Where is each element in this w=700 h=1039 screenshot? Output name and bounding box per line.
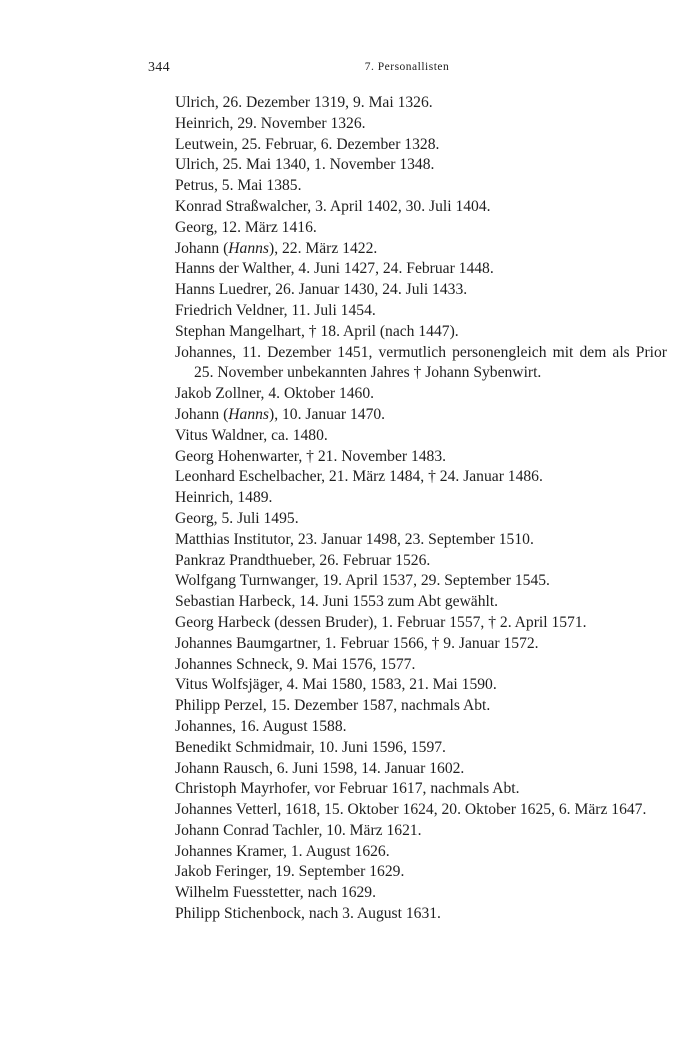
entry-text: Philipp Perzel, 15. Dezember 1587, nachmals Abt.	[175, 697, 491, 715]
list-item	[175, 509, 667, 530]
entry-text: Johann (	[175, 239, 229, 257]
entry-text: Johann (	[175, 405, 229, 423]
entry-text: Johannes Baumgartner, 1. Februar 1566, † 9. Januar 1572.	[175, 634, 539, 652]
list-item	[175, 883, 667, 904]
entry-text: Philipp Stichenbock, nach 3. August 1631.	[175, 905, 441, 923]
entry-text: Georg Harbeck (dessen Bruder), 1. Februar 1557, † 2. April 1571.	[175, 613, 587, 631]
list-item	[175, 426, 667, 447]
list-item	[175, 779, 667, 800]
list-item	[175, 675, 667, 696]
list-item	[175, 155, 667, 176]
entry-text: Friedrich Veldner, 11. Juli 1454.	[175, 301, 376, 319]
entry-text: Johann Conrad Tachler, 10. März 1621.	[175, 821, 422, 839]
entry-text: Pankraz Prandthueber, 26. Februar 1526.	[175, 551, 431, 569]
entry-text: Georg, 5. Juli 1495.	[175, 509, 299, 527]
page-number: 344	[148, 60, 170, 75]
entry-text: Wilhelm Fuesstetter, nach 1629.	[175, 884, 376, 902]
list-item	[175, 301, 667, 322]
list-item	[175, 176, 667, 197]
entry-text: ), 10. Januar 1470.	[269, 405, 386, 423]
entry-text: Vitus Waldner, ca. 1480.	[175, 426, 328, 444]
entry-text: Christoph Mayrhofer, vor Februar 1617, nachmals Abt.	[175, 780, 520, 798]
entry-text: Johannes, 11. Dezember 1451, vermutlich personengleich mit dem als Prior 25. November unbekannten Jahres † Johann Sybenwirt.	[175, 343, 667, 382]
entry-text: Matthias Institutor, 23. Januar 1498, 23. September 1510.	[175, 530, 534, 548]
entry-text: Georg, 12. März 1416.	[175, 218, 317, 236]
list-item	[175, 696, 667, 717]
list-item	[175, 530, 667, 551]
list-item	[175, 842, 667, 863]
list-item	[175, 551, 667, 572]
entry-text: ), 22. März 1422.	[269, 239, 378, 257]
list-item	[175, 634, 667, 655]
entry-text: Johann Rausch, 6. Juni 1598, 14. Januar 1602.	[175, 759, 465, 777]
list-item	[175, 904, 667, 925]
entry-text: Petrus, 5. Mai 1385.	[175, 177, 302, 195]
entry-text: Hanns der Walther, 4. Juni 1427, 24. Februar 1448.	[175, 260, 494, 278]
entry-text: Ulrich, 26. Dezember 1319, 9. Mai 1326.	[175, 94, 433, 111]
list-item	[175, 239, 667, 260]
personnel-list	[175, 93, 667, 925]
entry-text: Georg Hohenwarter, † 21. November 1483.	[175, 447, 447, 465]
entry-text: Benedikt Schmidmair, 10. Juni 1596, 1597.	[175, 738, 446, 756]
list-item	[175, 571, 667, 592]
list-item	[175, 488, 667, 509]
entry-text: Leutwein, 25. Februar, 6. Dezember 1328.	[175, 135, 440, 153]
list-item	[175, 114, 667, 135]
list-item	[175, 821, 667, 842]
entry-text: Vitus Wolfsjäger, 4. Mai 1580, 1583, 21. Mai 1590.	[175, 676, 497, 694]
entry-text: Johannes Kramer, 1. August 1626.	[175, 842, 390, 860]
entry-text: Jakob Zollner, 4. Oktober 1460.	[175, 385, 375, 403]
running-head: 7. Personallisten	[364, 61, 450, 73]
entry-text: Johannes, 16. August 1588.	[175, 717, 347, 735]
list-item	[175, 862, 667, 883]
list-item	[175, 717, 667, 738]
list-item	[175, 93, 667, 114]
list-item	[175, 405, 667, 426]
list-item	[175, 197, 667, 218]
entry-text: Johannes Schneck, 9. Mai 1576, 1577.	[175, 655, 416, 673]
list-item	[175, 800, 667, 821]
entry-text: Stephan Mangelhart, † 18. April (nach 1447).	[175, 322, 459, 340]
entry-text: Jakob Feringer, 19. September 1629.	[175, 863, 405, 881]
entry-text: Sebastian Harbeck, 14. Juni 1553 zum Abt gewählt.	[175, 593, 499, 611]
entry-alias: Hanns	[228, 239, 270, 257]
entry-alias: Hanns	[228, 405, 270, 423]
list-item	[175, 613, 667, 634]
list-item	[175, 135, 667, 156]
entry-text: Heinrich, 1489.	[175, 489, 273, 507]
list-item	[175, 467, 667, 488]
list-item	[175, 322, 667, 343]
list-item	[175, 759, 667, 780]
list-item	[175, 384, 667, 405]
page-header	[148, 60, 666, 80]
list-item	[175, 218, 667, 239]
entry-text: Konrad Straßwalcher, 3. April 1402, 30. Juli 1404.	[175, 197, 491, 215]
list-item	[175, 655, 667, 676]
entry-text: Leonhard Eschelbacher, 21. März 1484, † 24. Januar 1486.	[175, 468, 543, 486]
list-item	[175, 447, 667, 468]
entry-text: Wolfgang Turnwanger, 19. April 1537, 29. September 1545.	[175, 572, 550, 590]
list-item	[175, 259, 667, 280]
entry-text: Hanns Luedrer, 26. Januar 1430, 24. Juli 1433.	[175, 281, 468, 299]
entry-text: Heinrich, 29. November 1326.	[175, 114, 366, 132]
entry-text: Ulrich, 25. Mai 1340, 1. November 1348.	[175, 156, 435, 174]
list-item	[175, 280, 667, 301]
list-item	[175, 738, 667, 759]
list-item	[175, 592, 667, 613]
entry-text: Johannes Vetterl, 1618, 15. Oktober 1624, 20. Oktober 1625, 6. März 1647.	[175, 801, 647, 819]
list-item	[175, 343, 667, 385]
